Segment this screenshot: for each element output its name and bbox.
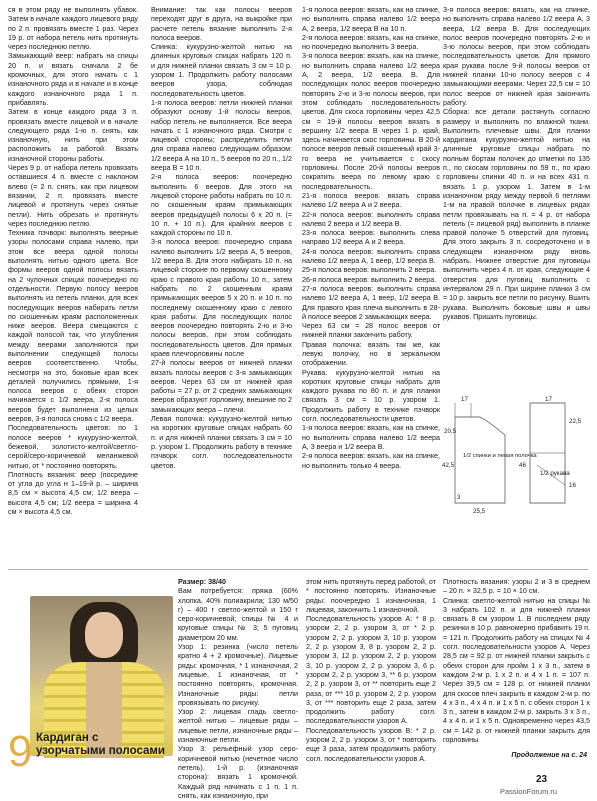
paragraph: этом нить протянуть перед работой, от * постоянно повторять. Изнаночные ряды: поочередно 1 изнаночная, 1 лицевая, закончить 1 изнаночной. [306, 578, 436, 614]
paragraph: 3-я полоса вееров: поочередно справа налево выполнить 1/2 веера А, 5 вееров, 1/2 веера В. Для этого набирать 10 п. на лицевой стороне по первому скошенному краю с правого края работы 10 п., затем набрать по 2 скошенным краям примыкающих вееров 5 х 20 п. и 10 п. по последнему скошенному краю с левого края работы. Для последующих полос вееров поочередно повторять 2-ю и 3-ю полосы вееров, при этом соблюдать последовательность цветов. Для прямых краев плечгорловины после [151, 238, 292, 358]
paragraph: Через 9 р. от набора петель провязать оставшиеся 4 п. вместе с наклоном влево (= 2 п. снять, как при лицевом вязании, 2 п. провязать вместе лицевой и протянуть через снятые петли). Нить обрезать и протянуть через последнюю петлю. [8, 164, 138, 228]
paragraph: 26-я полоса вееров: выполнить 2 веера. [302, 275, 437, 284]
pattern-diagram-svg [442, 395, 590, 527]
diagram-label: 1/2 спинки и левая полочка [463, 453, 537, 459]
paragraph: Узор 1: резинка (число петель кратно 4 + 2 кромочные). Лицевые ряды: кромочная, * 1 изнаночная, 2 лицевые, 1 изнаночная, от * постоянно повторять, кромочная. Изнаночные ряды: петли провязывать по рисунку. [178, 643, 298, 707]
paragraph: Последовательность узоров В: * 2 р. узором 2, 2 р. узором 3, от * повторить еще 3 раза, затем продолжить работу согл. последовательности узоров А. [306, 726, 436, 763]
diagram-label: 20,5 [444, 428, 457, 435]
paragraph: Размер: 38/40 [178, 578, 226, 586]
text-column-1 [8, 6, 138, 517]
paragraph: Узор 3: рельефный узор серо-коричневой нитью (нечетное число петель). 1-й р. (изнаночная сторона): вязать 1 кромочной. Каждый ряд начинать с 1 п. 1 п. снять, как изнаночную, при [178, 745, 298, 800]
paragraph: 24-я полоса вееров: выполнить справа налево 1/2 веера А, 1 веер, 1/2 веера В. [302, 247, 440, 266]
diagram-label: 17 [545, 396, 552, 403]
diagram-label: 25,5 [473, 508, 486, 515]
paragraph: 1-я полоса вееров: вязать, как на спинке, но выполнить справа налево 1/2 веера А, 3 веера и 1/2 веера В. [302, 424, 440, 451]
paragraph: 23-я полоса вееров: выполнить слева направо 1/2 веера А и 2 веера. [302, 229, 440, 247]
paragraph: Узор 2: лицевая гладь светло-желтой нитью – лицевые ряды – лицевые петли, изнаночные ряды – изнаночные петли. [178, 708, 298, 745]
paragraph: Техника пэчворк: выполнять веерные узоры полосами справа налево, при этом все веера одной полосы выполнять нитью одного цвета. Все формы вееров одной полосы вязать на 2 чулочных спицах поочередно по отдельности. Первую полосу вееров выполнять из петель планки, для всех последующих вееров набирать петли по скошенным краям расположенных ниже вееров. Веера смещаются с каждой полосой так, что углубления между веерами заполняются при выполнении следующей полосы вееров соответственно. Чтобы, несмотря на это, боковые края всех деталей получились прямыми, 1-я полоса вееров с обеих сторон начинается с 1/2 веера, 2-я полоса вееров будет выполнена из целых вееров, 3-я полоса снова с 1/2 веера. [8, 229, 138, 424]
paragraph: 22-я полоса вееров: выполнить справа налево 2 веера и 1/2 веера В. [302, 210, 440, 228]
diagram-label: 16 [569, 482, 576, 489]
paragraph: ся в этом ряду не выполнять убавок. Затем в начале каждого лицевого ряду по 2 п. провязать вместе 1 раз. Через 19 р. от набора петель нить протянуть через последнюю петлю. [8, 6, 138, 52]
paragraph: Вам потребуется: пряжа (60% хлопка, 40% полиакрила; 130 м/50 г) – 400 г светло-желтой и 150 г серо-коричневой; спицы № 4 и круговые спицы № 3; 5 пуговиц диаметром 20 мм. [178, 587, 298, 642]
diagram-label: 46 [519, 462, 526, 469]
continued-note: Продолжение на с. 24 [511, 752, 587, 759]
paragraph: Последовательность узоров А: * 8 р. узором 2, 2 р. узором 3, от * 2 р. узором 2, 2 р. узором 3, 10 р. узором 2, 2 р. узором 3, 8 р. узором 2, 2 р. узором 3, 12 р. узором 2, 2 р. узором 3, 10 р. узором 2, 2 р. узором 3, 6 р. узором 2, 2 р. узором 3, ** 6 р. узором 2, 2 р. узором 3, от ** повторить еще 2 раза, от *** 10 р. узором 2, 2 р. узором 3, от *** повторить еще 2 раза, затем продолжить работу согл. последовательности узоров А. [306, 615, 436, 726]
paragraph: 21-я полоса вееров: вязать справа налево 1/2 веера А и 2 веера. [302, 191, 440, 210]
paragraph: Сборка: все детали растянуть согласно размеру и выполнить по влажной ткани. Выполнить плечевые швы. Для планки кардигана кукурузно-желтой нитью на длинные круговые спицы набрать по полным бортам полочек до отметки по 135 п., по скосам горловины по 59 п., по краю горловины спинки 40 п. и на всех 431 п. вязать 1 р. узором 1. Затем в 1-м изнаночном ряду между первой 6 петлями 1-м на правой полочке в лицевых рядах петли провязывать на п. = 4 р. от набора петель (= лицевой ряд) выполнить в планке правой полочке 5 отверстий для пуговиц. Для этого закрыть 3 п. сосредоточено и в следующем изнаночном ряду вновь набрать. Нижнее отверстие для пуговицы выполнить через 4 п. от края, следующие 4 отверстия для пуговиц выполнить с интервалом 29 п. При ширине планки 3 см = 10 р. закрыть все петли по рисунку. Вшить рукава. Выполнить боковые швы и швы рукавов. Пришить пуговицы. [443, 108, 590, 321]
section-heading: Кардиган с узорчатыми полосами [36, 732, 165, 757]
section-divider [8, 569, 588, 570]
page-number: 23 [536, 774, 548, 785]
paragraph: Спинка: кукурузно-желтой нитью на длинных круговых спицах набрать 120 п. и для нижней планки связать 3 см = 10 р. узором 1. Продолжить работу полосами вееров узора, соблюдая последовательность цветов. [151, 43, 292, 98]
paragraph: Спинка: светло-желтой нитью на спицы № 3 набрать 102 п. и для нижней планки связать 8 см узором 1. В последнем ряду резинки в 10 р. равномерно прибавить 19 п. = 121 п. Продолжить работу на спицах № 4 согл. последовательности узоров А. Через 28,5 см = 92 р. от нижней планки закрыть с обеих сторон для пройм 1 х 3 п., затем в каждом 2-м р. 1 х 2 п. и 4 х 1 п. = 107 п. Через 39,5 см = 128 р. от нижней планки для скосов плеч закрыть в каждом 2-м р. по 4 х 3 п., 4 х 4 п. и 1 х 5 п. с обеих сторон 1 х 3 п., затем в каждом 2-м р. закрыть 3 х 3 п., 4 х 4 п. и 1 х 5 п. Одновременно через 43,5 см = 142 р. от нижней планки закрыть для горловины [443, 596, 590, 745]
paragraph: Плотность вязания: узоры 2 и 3 в среднем – 20 п. × 32,5 р. = 10 × 10 см. [443, 578, 590, 596]
paragraph: Плотность вязания: веер (посредине от угла до угла н 1–19-й р. – ширина 8,5 см × высота 4,5 см; 1/2 веера – высота 4,5 см; 1/2 веера = ширина 4 см × высота 4,5 см. [8, 470, 138, 517]
paragraph: 2-я полоса вееров: поочередно выполнить 6 вееров. Для этого на лицевой стороне работы набрать по 10 п. по скошенным краям примыкающих вееров предыдущей полосы 6 х 20 п. (= 10 п. + 10 п.). Для крайних вееров с каждой стороны по 10 п. [151, 173, 292, 238]
bottom-column-4 [443, 578, 590, 745]
paragraph: 2-я полоса вееров: вязать, как на спинке, но выполнить только 4 веера. [302, 452, 440, 470]
paragraph: 25-я полоса вееров: выполнить 2 веера. [302, 266, 437, 275]
paragraph: Рукава: кукурузно-желтой нитью на коротких круговые спицы набрать для каждого рукава по 80 п. и для планки связать 3 см = 10 р. узором 1. Продолжить работу в технике пэчворк согл. последовательности цветов. [302, 368, 440, 424]
bottom-column-3 [306, 578, 436, 764]
paragraph: 1-я полоса вееров: вязать, как на спинке, но выполнить справа налево 1/2 веера А, 2 веера, 1/2 веера В на 10 п. [302, 6, 440, 33]
paragraph: 1-я полоса вееров: петли нижней планки образуют основу 1-й полосы вееров, набор петель не выполняется. Все веера начать с 1 изнаночного ряда. Смотри с лицевой стороны; распределить петли для справа налево следующим образом: 1/2 веера А на 10 п., 5 вееров по 20 п., 1/2 веера В = 10 п. [151, 98, 292, 173]
paragraph: Правая полочка: вязать так же, как левую полочку, но в зеркальном отображении. [302, 340, 440, 368]
diagram-label: 42,5 [442, 462, 455, 469]
diagram-label: 17 [461, 396, 468, 403]
paragraph: Левая полочка: кукурузно-желтой нитью на коротких круговые спицах набрать 60 п. и для нижней планки связать 3 см = 10 р. узором 1. Продолжить работу в технике пэчворк согл. последовательности цветов. [151, 415, 292, 470]
paragraph: Замыкающий веер: набрать на спицы 20 п. и вязать сначала 2 бе кромочных, для этого начать с 1 изнаночного ряда и в начале и в конце каждого изнаночного ряда 1 п. прибавлять. [8, 52, 138, 107]
text-column-3 [302, 6, 440, 471]
paragraph: Затем в конце каждого ряда 3 п. провязать вместе лицевой и в начале следующего ряда 1-ю п. снять, как изнаночную, нить при этом расположить за работой. Вязать изнаночной стороны работы. [8, 108, 138, 163]
section-number: 9 [8, 727, 33, 776]
paragraph: Последовательность цветов: по 1 полосе вееров * кукурузно-желтой, бежевой, золотисто-желтой/светло-серой/серо-коричневой меланжевой нитью, от * постоянно повторять. [8, 424, 138, 470]
paragraph: Через 63 см = 28 полос вееров от нижней планки закончить работу. [302, 322, 440, 340]
photo-face [85, 612, 123, 658]
paragraph: 2-я полоса вееров: вязать, как на спинке, но поочередно выполнить 3 веера. [302, 33, 440, 52]
text-column-4 [443, 6, 590, 322]
diagram-label: 3 [457, 494, 461, 501]
paragraph: 27-я полоса вееров: выполнить справа налево 1/2 веера А, 1 веер, 1/2 веера В. Для правого края плеча выполнить в 28-й полосе вееров 2 замыкающих веера. [302, 284, 440, 321]
bottom-column-2 [178, 578, 298, 801]
site-watermark: PassionForum.ru [500, 787, 558, 796]
paragraph: 27-й полосы вееров от нижней планки вязать полосы вееров с 3-я замыкающих вееров. Через 63 см от нижней края работы = 27 р. от 2 средних замыкающих вееров образуют горловину, внешние по 2 замыкающих веера – плечи. [151, 359, 292, 414]
diagram-label: 1/2 рукава [540, 470, 570, 477]
pattern-diagram [442, 395, 590, 527]
text-column-2 [151, 6, 292, 471]
paragraph: Внимание: так как полосы вееров переходят друг в друга, на выкройке при расчете петель вязание выполнить 2-я полоса вееров. [151, 6, 292, 42]
paragraph: 3-я полоса вееров: вязать, как на спинке, но выполнить справа налево 1/2 веера А, 3 веера, 1/2 веера В. Для последующих полос вееров поочередно повторять 2-ю и 3-ю полосы вееров, при этом соблюдать последовательность цветов. Для прямого края рукава после 9-й полосы вееров от нижней планки 10-ю полосу вееров с 4 замыкающими веерами. Через 22,5 см = 10 полос вееров от нижней края закончить работу. [443, 6, 590, 107]
paragraph: 3-я полоса вееров: вязать, как на спинке, но выполнить справа налево 1/2 веера А, 2 веера, 1/2 веера В. Для последующих полос вееров поочередно повторять 2-ю и 3-ю полосы вееров, при этом соблюдать последовательность цветов. Для скоса горловины через 42,5 см = 19-й полосы вееров вязать в вершину 1/2 веера В через 1 р. край, здесь начинается скос горловины. В 20-й полосе вееров левый скошенный край 3-го веера не учитывается с скосу горловины. После 20-й полосы вееров сократить веера по левому краю с последовательность. [302, 52, 440, 191]
diagram-label: 22,5 [569, 418, 582, 425]
